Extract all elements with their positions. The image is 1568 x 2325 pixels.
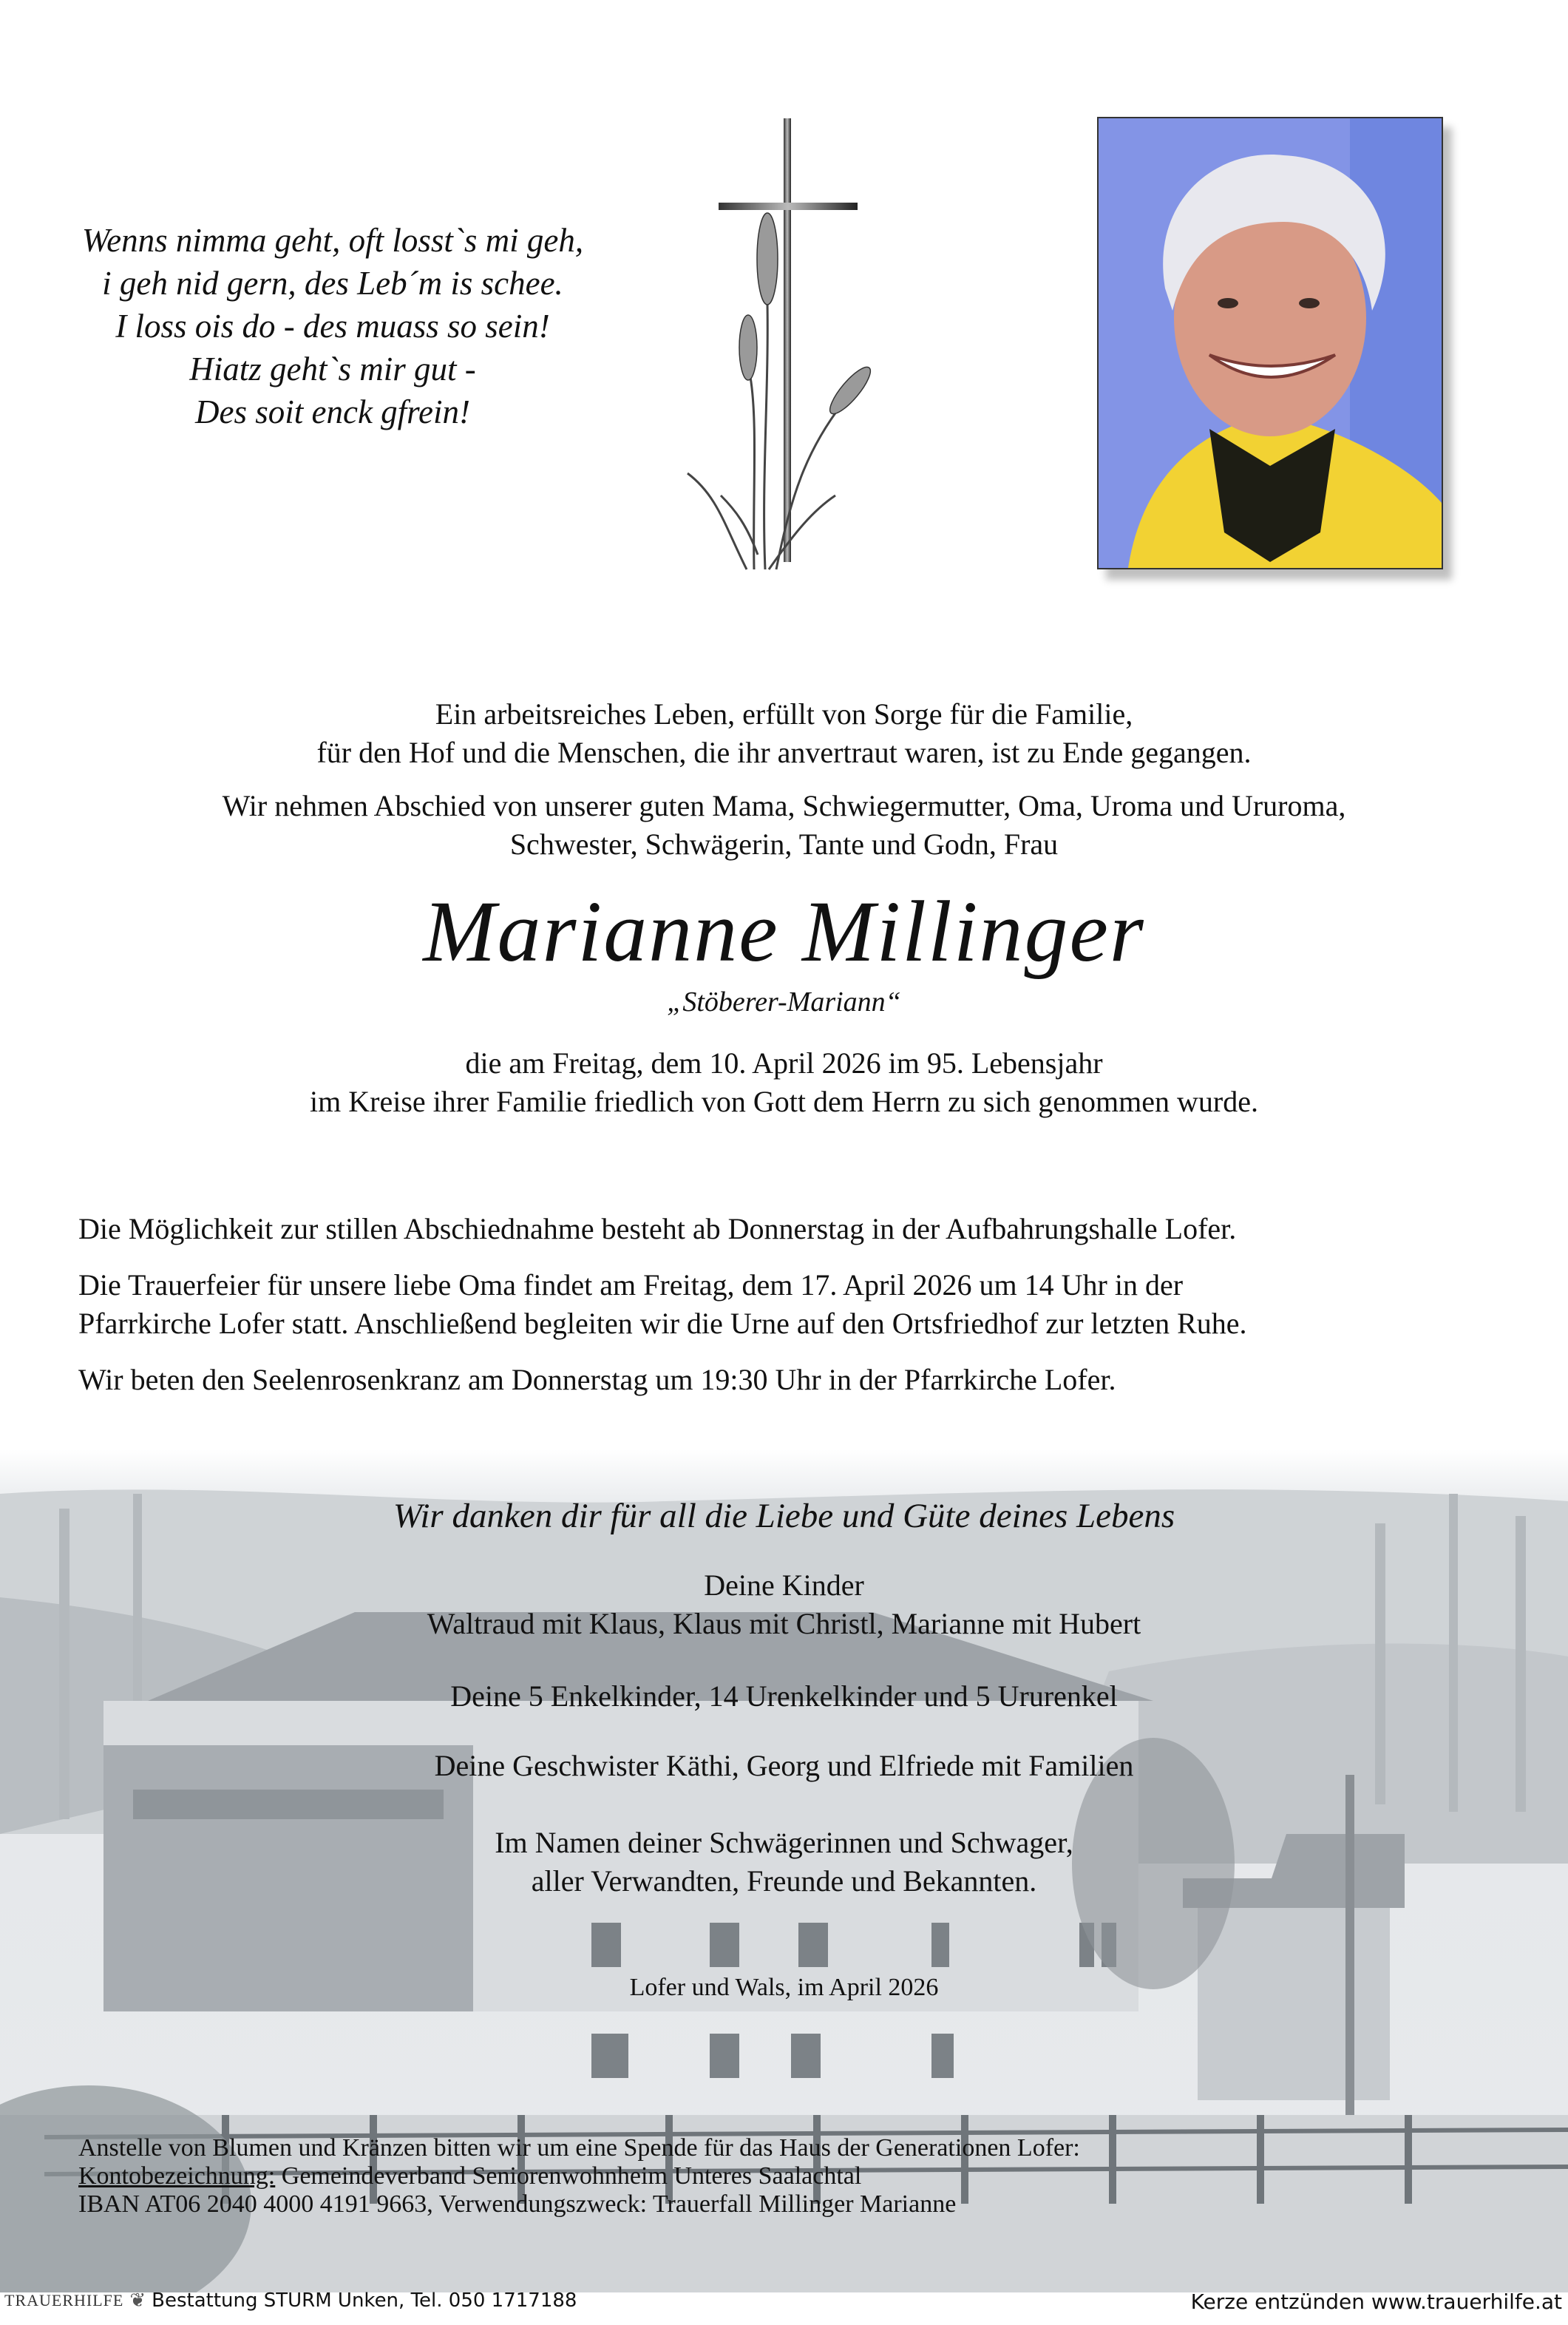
behalf-line: Im Namen deiner Schwägerinnen und Schwager,	[495, 1826, 1073, 1859]
trauerhilfe-logo: TRAUERHILFE	[4, 2291, 124, 2309]
poem-line: Des soit enck gfrein!	[195, 393, 470, 430]
portrait-photo	[1097, 117, 1443, 569]
thanks-heading-text: Wir danken dir für all die Liebe und Güte deines Lebens	[393, 1497, 1175, 1535]
donation-iban: IBAN AT06 2040 4000 4191 9663, Verwendungszweck: Trauerfall Millinger Marianne	[78, 2190, 957, 2218]
details-paragraph	[78, 1361, 1483, 1399]
death-notice	[0, 1044, 1568, 1121]
donation-account	[78, 2162, 1335, 2190]
deceased-name: Marianne Millinger	[423, 883, 1145, 980]
donation-line: Anstelle von Blumen und Kränzen bitten wir um eine Spende für das Haus der Generationen Lofer:	[78, 2134, 1080, 2162]
donation-info	[78, 2134, 1335, 2219]
grandchildren-text: Deine 5 Enkelkinder, 14 Urenkelkinder und 5 Ururenkel	[450, 1679, 1118, 1713]
grandchildren	[0, 1677, 1568, 1716]
children-line: Waltraud mit Klaus, Klaus mit Christl, Marianne mit Hubert	[427, 1607, 1141, 1640]
details-line: Die Möglichkeit zur stillen Abschiednahme besteht ab Donnerstag in der Aufbahrungshalle Lofer.	[78, 1212, 1237, 1245]
details-paragraph	[78, 1210, 1483, 1248]
death-line: im Kreise ihrer Familie friedlich von Gott dem Herrn zu sich genommen wurde.	[310, 1085, 1258, 1118]
on-behalf-of	[0, 1824, 1568, 1901]
thanks-heading	[0, 1494, 1568, 1538]
nickname	[0, 984, 1568, 1021]
place-and-date	[0, 1972, 1568, 2004]
behalf-line: aller Verwandten, Freunde und Bekannten.	[531, 1864, 1037, 1898]
poem-line: I loss ois do - des muass so sein!	[115, 308, 550, 345]
poem-line: Hiatz geht`s mir gut -	[189, 351, 476, 388]
place-date-text: Lofer und Wals, im April 2026	[629, 1974, 939, 2001]
intro-text	[0, 695, 1568, 772]
intro-line: für den Hof und die Menschen, die ihr anvertraut waren, ist zu Ende gegangen.	[316, 736, 1252, 769]
funeral-home-contact: Bestattung STURM Unken, Tel. 050 1717188	[152, 2290, 577, 2312]
poem-line: i geh nid gern, des Leb´m is schee.	[102, 265, 563, 302]
footer	[0, 2288, 1568, 2318]
farewell-line: Schwester, Schwägerin, Tante und Godn, Frau	[509, 828, 1059, 861]
poem	[44, 219, 621, 433]
account-label: Kontobezeichnung:	[78, 2162, 276, 2190]
siblings	[0, 1747, 1568, 1785]
details-paragraph	[78, 1266, 1483, 1343]
death-line: die am Freitag, dem 10. April 2026 im 95. Lebensjahr	[465, 1046, 1103, 1080]
footer-left	[4, 2290, 577, 2312]
farewell-text	[0, 787, 1568, 864]
details-line: Pfarrkirche Lofer statt. Anschließend begleiten wir die Urne auf den Ortsfriedhof zur letzten Ruhe.	[78, 1307, 1247, 1340]
leaf-icon: ❦	[129, 2290, 146, 2312]
details-line: Wir beten den Seelenrosenkranz am Donnerstag um 19:30 Uhr in der Pfarrkirche Lofer.	[78, 1363, 1116, 1396]
farewell-line: Wir nehmen Abschied von unserer guten Mama, Schwiegermutter, Oma, Uroma und Ururoma,	[222, 789, 1346, 822]
poem-line: Wenns nimma geht, oft losst`s mi geh,	[81, 222, 584, 259]
nickname-text: „Stöberer-Mariann“	[667, 986, 901, 1018]
light-candle-link[interactable]: Kerze entzünden www.trauerhilfe.at	[1190, 2290, 1562, 2314]
children-line: Deine Kinder	[704, 1568, 864, 1602]
siblings-text: Deine Geschwister Käthi, Georg und Elfriede mit Familien	[434, 1749, 1134, 1782]
children-list	[0, 1566, 1568, 1643]
details-line: Die Trauerfeier für unsere liebe Oma findet am Freitag, dem 17. April 2026 um 14 Uhr in der	[78, 1268, 1184, 1302]
account-value: Gemeindeverband Seniorenwohnheim Unteres Saalachtal	[275, 2162, 862, 2190]
intro-line: Ein arbeitsreiches Leben, erfüllt von Sorge für die Familie,	[435, 697, 1133, 731]
ceremony-details	[78, 1210, 1483, 1417]
cross-with-wheat-icon	[665, 111, 887, 584]
